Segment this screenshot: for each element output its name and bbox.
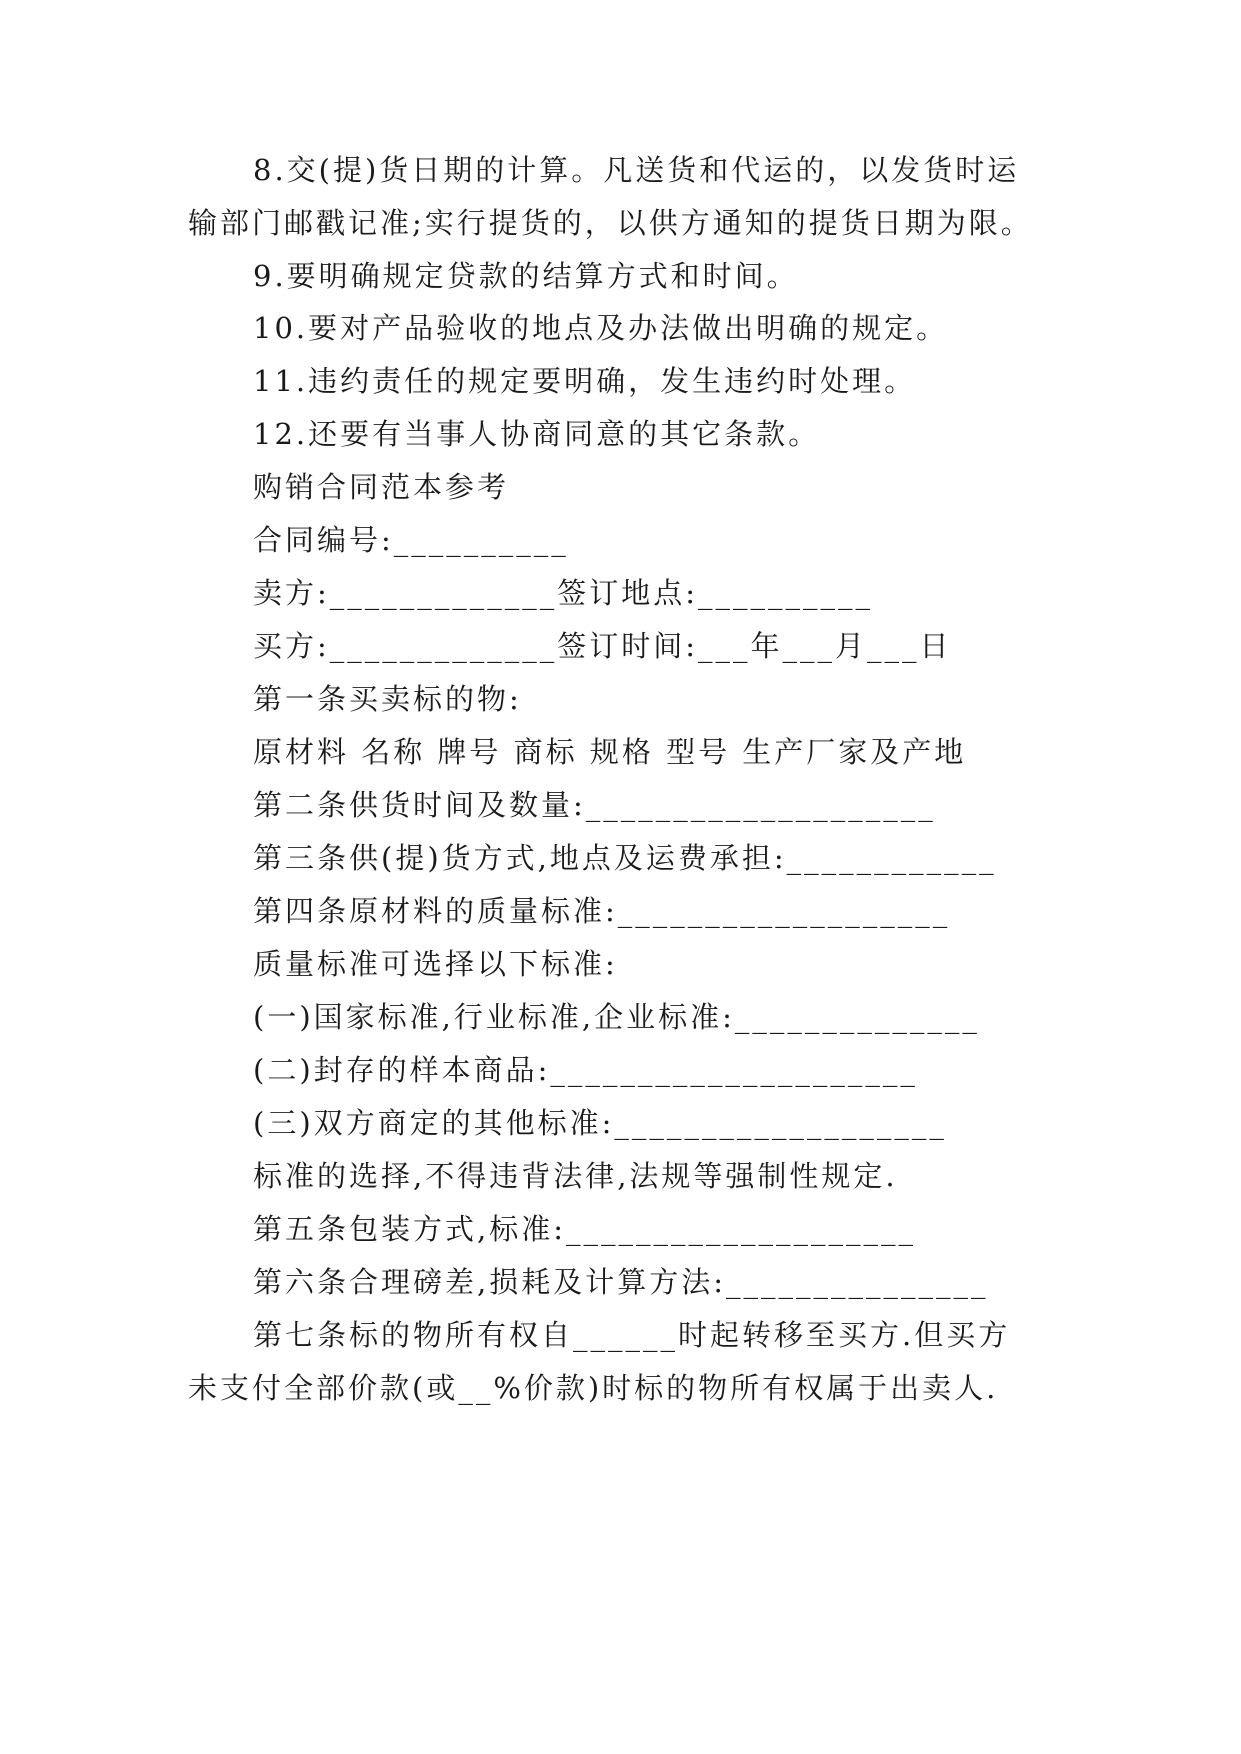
section-title: 购销合同范本参考 <box>253 470 510 504</box>
paragraph-line: (二)封存的样本商品:_____________________ <box>253 1053 918 1087</box>
paragraph-line: 第三条供(提)货方式,地点及运费承担:____________ <box>253 841 997 875</box>
paragraph-line: 9.要明确规定贷款的结算方式和时间。 <box>253 259 799 293</box>
paragraph-line: 第六条合理磅差,损耗及计算方法:_______________ <box>253 1265 989 1299</box>
paragraph-line: 卖方:_____________签订地点:__________ <box>253 576 874 610</box>
paragraph-line: 第四条原材料的质量标准:___________________ <box>253 894 951 928</box>
paragraph-line: 原材料 名称 牌号 商标 规格 型号 生产厂家及产地 <box>253 735 967 769</box>
paragraph-line: 12.还要有当事人协商同意的其它条款。 <box>253 417 821 451</box>
paragraph-line: 买方:_____________签订时间:___年___月___日 <box>253 629 952 663</box>
paragraph-line: 质量标准可选择以下标准: <box>253 947 618 981</box>
paragraph-line: 合同编号:__________ <box>253 523 569 557</box>
paragraph-line: 输部门邮戳记准;实行提货的，以供方通知的提货日期为限。 <box>188 206 1033 240</box>
paragraph-line: 第五条包装方式,标准:____________________ <box>253 1212 916 1246</box>
paragraph-line: 第七条标的物所有权自______时起转移至买方.但买方 <box>253 1318 1011 1352</box>
paragraph-line: (一)国家标准,行业标准,企业标准:______________ <box>253 1000 980 1034</box>
paragraph-line: 第一条买卖标的物: <box>253 682 522 716</box>
paragraph-line: 11.违约责任的规定要明确，发生违约时处理。 <box>253 364 917 398</box>
paragraph-line: 8.交(提)货日期的计算。凡送货和代运的，以发货时运 <box>253 153 1020 187</box>
paragraph-line: 10.要对产品验收的地点及办法做出明确的规定。 <box>253 311 949 345</box>
paragraph-line: 标准的选择,不得违背法律,法规等强制性规定. <box>253 1159 898 1193</box>
paragraph-line: 第二条供货时间及数量:____________________ <box>253 788 936 822</box>
paragraph-line: 未支付全部价款(或__%价款)时标的物所有权属于出卖人. <box>188 1371 999 1405</box>
paragraph-line: (三)双方商定的其他标准:___________________ <box>253 1106 947 1140</box>
